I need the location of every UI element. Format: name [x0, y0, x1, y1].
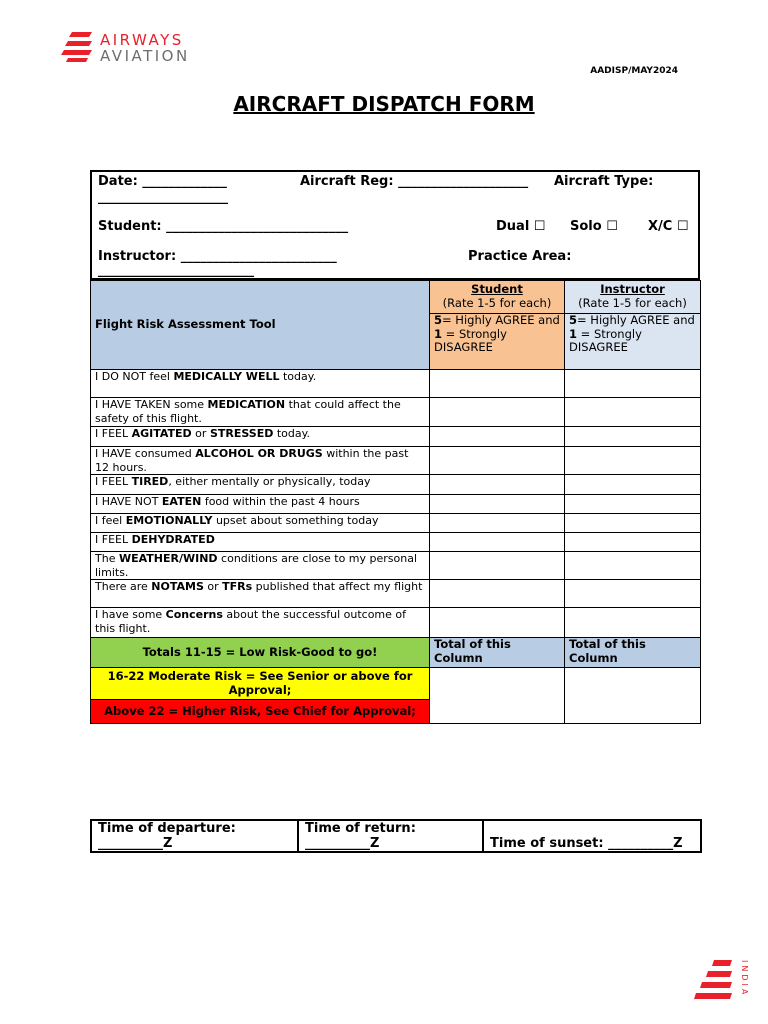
date-field[interactable]: Date: _____________: [98, 174, 227, 189]
question-bold: EATEN: [161, 495, 202, 508]
question-bold: NOTAMS: [151, 580, 204, 593]
question-text: [91, 580, 430, 608]
question-mid: or: [203, 580, 223, 593]
scale-5-num: 5: [434, 313, 443, 327]
question-post: upset about something today: [212, 514, 379, 527]
question-pre: I HAVE NOT: [95, 495, 162, 508]
instructor-total-input[interactable]: [565, 668, 701, 724]
scale-1-num: 1: [569, 326, 578, 341]
question-text: [91, 495, 430, 514]
student-rating-cell[interactable]: [430, 427, 565, 447]
instructor-rating-cell[interactable]: [565, 475, 701, 495]
question-bold: EMOTIONALLY: [125, 514, 213, 527]
sunset-time-field[interactable]: [483, 820, 701, 852]
question-pre: I HAVE consumed: [95, 447, 196, 460]
question-row: [91, 427, 701, 447]
student-rating-cell[interactable]: [430, 475, 565, 495]
instructor-heading: Instructor: [600, 282, 665, 296]
question-post: , either mentally or physically, today: [168, 475, 371, 488]
question-text: [91, 447, 430, 475]
question-bold2: TFRs: [222, 580, 253, 593]
aircraft-type-label: Aircraft Type:: [554, 174, 654, 189]
question-bold2: STRESSED: [209, 427, 274, 440]
return-line: __________Z: [305, 836, 380, 851]
question-row: [91, 514, 701, 533]
question-row: [91, 552, 701, 580]
student-field[interactable]: Student: ____________________________: [98, 219, 349, 234]
instructor-rating-cell[interactable]: [565, 533, 701, 552]
return-time-field[interactable]: [298, 820, 483, 852]
question-pre: There are: [95, 580, 152, 593]
question-text: [91, 552, 430, 580]
scale-1-text: = Strongly DISAGREE: [569, 326, 642, 354]
moderate-risk-cell: [91, 668, 430, 700]
question-text: [91, 533, 430, 552]
question-post: published that affect my flight: [252, 580, 423, 593]
question-bold: Concerns: [165, 608, 223, 621]
instructor-rating-cell[interactable]: [565, 608, 701, 638]
student-rating-cell[interactable]: [430, 580, 565, 608]
student-rating-cell[interactable]: [430, 608, 565, 638]
question-text: [91, 475, 430, 495]
student-rating-cell[interactable]: [430, 495, 565, 514]
flight-times-table: [90, 819, 702, 853]
low-risk-text: Totals 11-15 = Low Risk-Good to go!: [142, 644, 378, 659]
airways-india-mark: [692, 958, 748, 1008]
scale-5-text: = Highly AGREE and: [577, 313, 695, 327]
question-pre: I feel: [95, 514, 126, 527]
student-total-label: Total of this Column: [430, 638, 565, 668]
question-post: food within the past 4 hours: [201, 495, 360, 508]
question-text: [91, 514, 430, 533]
student-rating-cell[interactable]: [430, 447, 565, 475]
question-bold: DEHYDRATED: [131, 533, 215, 546]
student-rate: (Rate 1-5 for each): [442, 295, 552, 310]
aircraft-reg-field[interactable]: Aircraft Reg: ____________________: [300, 174, 529, 189]
student-total-input[interactable]: [430, 668, 565, 724]
high-risk-cell: [91, 700, 430, 724]
question-pre: I HAVE TAKEN some: [95, 398, 208, 411]
document-code: AADISP/MAY2024: [590, 66, 678, 76]
question-post: conditions are close to my personal limits.: [95, 552, 418, 579]
question-row: [91, 580, 701, 608]
practice-area-field[interactable]: ________________________: [98, 263, 254, 278]
question-row: [91, 475, 701, 495]
instructor-rate: (Rate 1-5 for each): [578, 295, 687, 310]
dispatch-details-box: [90, 170, 700, 280]
question-pre: I FEEL: [95, 427, 132, 440]
student-rating-cell[interactable]: [430, 370, 565, 398]
question-post: today.: [273, 427, 311, 440]
student-heading: Student: [471, 282, 523, 296]
question-bold: ALCOHOL OR DRUGS: [195, 447, 323, 460]
instructor-rating-cell[interactable]: [565, 495, 701, 514]
question-pre: I have some: [95, 608, 166, 621]
instructor-rating-cell[interactable]: [565, 514, 701, 533]
student-rating-cell[interactable]: [430, 514, 565, 533]
tool-title: Flight Risk Assessment Tool: [95, 317, 276, 332]
question-row: [91, 398, 701, 427]
question-pre: The: [95, 552, 119, 565]
question-row: [91, 608, 701, 638]
dual-checkbox[interactable]: Dual ☐: [496, 219, 546, 234]
question-pre: I FEEL: [95, 533, 132, 546]
instructor-rating-cell[interactable]: [565, 580, 701, 608]
tool-title-cell: [91, 281, 430, 370]
scale-1-text: = Strongly DISAGREE: [434, 326, 507, 354]
instructor-total-label: Total of this Column: [565, 638, 701, 668]
question-bold: MEDICATION: [207, 398, 286, 411]
question-mid: or: [191, 427, 210, 440]
question-bold: MEDICALLY WELL: [173, 370, 280, 383]
question-text: [91, 370, 430, 398]
instructor-header-cell: [565, 281, 701, 314]
airways-aviation-logo: [64, 30, 244, 64]
question-text: [91, 608, 430, 638]
student-scale-cell: [430, 314, 565, 370]
sunset-label: Time of sunset: __________Z: [490, 836, 683, 851]
student-rating-cell[interactable]: [430, 533, 565, 552]
instructor-rating-cell[interactable]: [565, 552, 701, 580]
scale-1-num: 1: [434, 326, 443, 341]
question-row: [91, 370, 701, 398]
instructor-rating-cell[interactable]: [565, 447, 701, 475]
question-text: [91, 398, 430, 427]
question-post: that could affect the safety of this flight.: [95, 398, 401, 425]
question-row: [91, 495, 701, 514]
risk-assessment-table: [90, 280, 701, 724]
question-text: [91, 427, 430, 447]
scale-5-num: 5: [569, 313, 578, 327]
student-rating-cell[interactable]: [430, 398, 565, 427]
moderate-risk-text: 16-22 Moderate Risk = See Senior or above for Approval;: [107, 669, 413, 697]
high-risk-text: Above 22 = Higher Risk, See Chief for Approval;: [104, 703, 416, 718]
return-label: Time of return:: [305, 821, 416, 836]
instructor-field[interactable]: Instructor: ________________________: [98, 249, 337, 264]
question-bold: WEATHER/WIND: [118, 552, 218, 565]
departure-label: Time of departure:: [98, 821, 236, 836]
question-bold: AGITATED: [131, 427, 192, 440]
scale-5-text: = Highly AGREE and: [442, 313, 560, 327]
departure-time-field[interactable]: [91, 820, 298, 852]
question-row: [91, 533, 701, 552]
india-text: INDIA: [740, 960, 749, 998]
practice-area-label: Practice Area:: [468, 249, 572, 264]
question-post: within the past 12 hours.: [95, 447, 409, 474]
instructor-rating-cell[interactable]: [565, 427, 701, 447]
page-title: AIRCRAFT DISPATCH FORM: [233, 92, 535, 116]
departure-line: __________Z: [98, 836, 173, 851]
question-row: [91, 447, 701, 475]
student-rating-cell[interactable]: [430, 552, 565, 580]
low-risk-cell: [91, 638, 430, 668]
aircraft-type-field[interactable]: ____________________: [98, 190, 228, 205]
cross-country-checkbox[interactable]: X/C ☐: [648, 219, 689, 234]
question-pre: I FEEL: [95, 475, 132, 488]
brand-line2: AVIATION: [100, 47, 190, 65]
question-post: about the successful outcome of this flight.: [95, 608, 407, 635]
question-post: today.: [279, 370, 317, 383]
instructor-rating-cell[interactable]: [565, 398, 701, 427]
question-pre: I DO NOT feel: [95, 370, 174, 383]
student-header-cell: [430, 281, 565, 314]
brand-line1: AIRWAYS: [100, 31, 184, 49]
instructor-rating-cell[interactable]: [565, 370, 701, 398]
solo-checkbox[interactable]: Solo ☐: [570, 219, 618, 234]
question-bold: TIRED: [131, 475, 169, 488]
instructor-scale-cell: [565, 314, 701, 370]
